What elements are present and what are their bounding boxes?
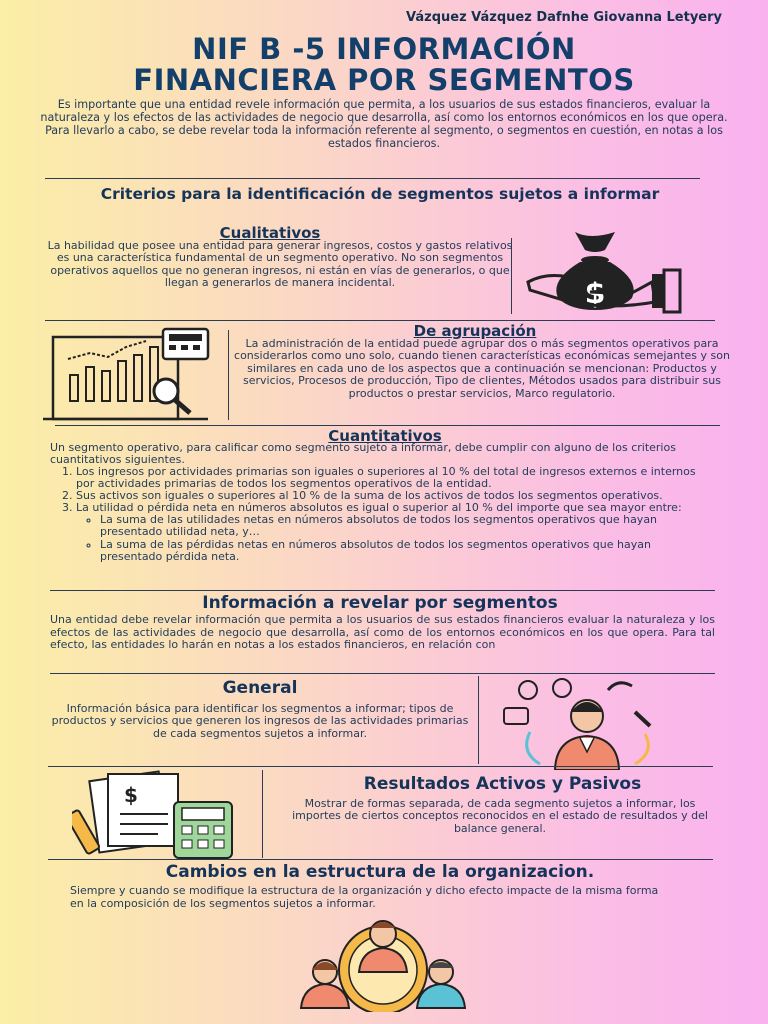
- title-line-1: NIF B -5 INFORMACIÓN: [192, 32, 576, 66]
- list-item: 3. La utilidad o pérdida neta en números absolutos es igual o superior al 10 % del importe que sea mayor entre:: [76, 502, 715, 514]
- money-bag-hand-icon: [520, 210, 690, 320]
- title-line-2: FINANCIERA POR SEGMENTOS: [133, 63, 635, 97]
- divider: [228, 330, 229, 420]
- results-title: Resultados Activos y Pasivos: [363, 774, 642, 794]
- invoice-symbol: $: [124, 783, 138, 807]
- divider: [45, 178, 700, 179]
- divider: [478, 676, 479, 764]
- divider: [45, 320, 715, 321]
- cuantitativos-title: Cuantitativos: [328, 427, 442, 445]
- changes-title: Cambios en la estructura de la organizacion.: [165, 862, 595, 882]
- list-item: ◦ La suma de las utilidades netas en números absolutos de todos los segmentos operativos que hayan presentado utilidad neta, y…: [100, 514, 715, 538]
- changes-text: Siempre y cuando se modifique la estructura de la organización y dicho efecto impacte de la misma forma en la composición de los segmentos sujetos a informar.: [70, 884, 659, 910]
- divider: [50, 590, 715, 591]
- divider: [511, 238, 512, 314]
- general-text: Información básica para identificar los segmentos a informar; tipos de productos y servicios que generen los ingresos de las actividades primarias de cada segmentos sujetos a informar.: [51, 702, 469, 740]
- list-item: 2. Sus activos son iguales o superiores al 10 % de la suma de los activos de todos los segmentos operativos.: [76, 490, 715, 502]
- agrupacion-title: De agrupación: [413, 322, 537, 340]
- cualitativos-text: La habilidad que posee una entidad para generar ingresos, costos y gastos relativos es una característica fundamental de un segmento operativo. No son segmentos operativos aquellos que no generan ingresos, ni están en vías de generarlos, o que llegan a generarlos de manera incidental.: [47, 239, 513, 290]
- invoice-calculator-icon: [72, 770, 242, 862]
- cuantitativos-list: [50, 466, 715, 563]
- cualitativos-title: Cualitativos: [219, 224, 321, 242]
- divider: [55, 425, 720, 426]
- agrupacion-text: La administración de la entidad puede agrupar dos o más segmentos operativos para considerarlos como uno solo, cuando tienen características económicas semejantes y son similares en cada uno de los aspectos que a continuación se mencionan: Productos y servicios, Procesos de producción, Tipo de clientes, Métodos usados para distribuir sus productos o prestar servicios, Marco regulatorio.: [234, 337, 730, 400]
- list-item: 1. Los ingresos por actividades primarias son iguales o superiores al 10 % del total de ingresos externos e internos por actividades primarias de todos los segmentos operativos de la entidad.: [76, 466, 715, 490]
- criteria-title: Criterios para la identificación de segmentos sujetos a informar: [100, 185, 660, 203]
- list-item: ◦ La suma de las pérdidas netas en números absolutos de todos los segmentos operativos que hayan presentado pérdida neta.: [100, 539, 715, 563]
- results-text: Mostrar de formas separada, de cada segmento sujetos a informar, los importes de ciertos conceptos reconocidos en el estado de resultados y del balance general.: [292, 797, 708, 835]
- author-name: Vázquez Vázquez Dafnhe Giovanna Letyery: [406, 10, 722, 25]
- reveal-title: Información a revelar por segmentos: [202, 593, 558, 613]
- team-person-icon: [500, 672, 680, 770]
- page-title: [0, 34, 768, 96]
- cuantitativos-intro: Un segmento operativo, para calificar como segmento sujeto a informar, debe cumplir con alguno de los criterios cuantitativos siguientes.: [50, 441, 676, 467]
- criteria-numbered-list: [50, 466, 715, 514]
- intro-paragraph: Es importante que una entidad revele información que permita, a los usuarios de sus estados financieros, evaluar la naturaleza y los efectos de las actividades de negocio que desarrolla, así como los entornos económicos en los que opera. Para llevarlo a cabo, se debe revelar toda la información referente al segmento, o segmentos en cuestión, en notas a los estados financieros.: [40, 98, 728, 150]
- criteria-sub-list: [50, 514, 715, 562]
- reveal-text: Una entidad debe revelar información que permita a los usuarios de sus estados financieros evaluar la naturaleza y los efectos de las actividades de negocio que desarrolla, así como de los entornos económicos en los que opera. Para tal efecto, las entidades lo harán en notas a los estados financieros, en relación con: [50, 613, 715, 652]
- statistics-chart-icon: [38, 325, 218, 425]
- team-gear-icon: [295, 912, 475, 1012]
- divider: [48, 859, 713, 860]
- divider: [48, 766, 713, 767]
- general-title: General: [222, 678, 298, 698]
- divider: [262, 770, 263, 858]
- money-symbol: $: [584, 276, 606, 311]
